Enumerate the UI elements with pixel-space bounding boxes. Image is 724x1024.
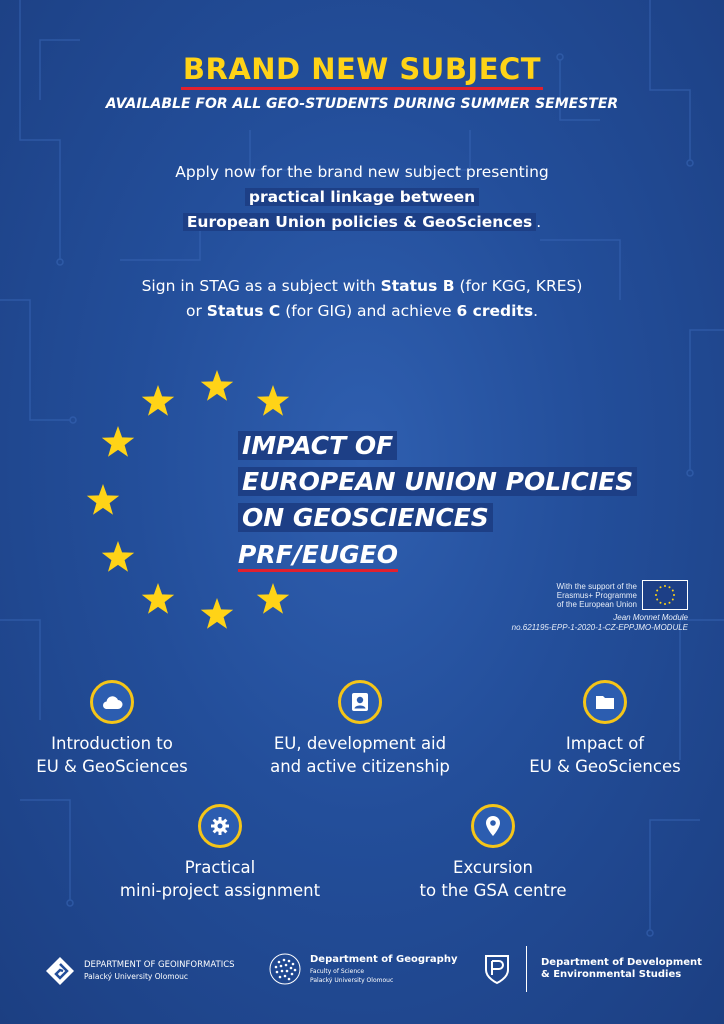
footer-development: Department of Development & Environmental Studies xyxy=(482,946,702,992)
eu-flag-icon xyxy=(642,580,688,610)
footer-geoinformatics: DEPARTMENT OF GEOINFORMATICS Palacký University Olomouc xyxy=(44,955,235,987)
course-title-line-2: EUROPEAN UNION POLICIES xyxy=(238,467,637,496)
credits: 6 credits xyxy=(456,302,534,320)
topic-excursion: Excursion to the GSA centre xyxy=(400,804,586,902)
topic-development-aid: EU, development aid and active citizenship xyxy=(250,680,470,778)
eu-star-icon xyxy=(201,598,233,629)
subheadline: AVAILABLE FOR ALL GEO-STUDENTS DURING SUMMER SEMESTER xyxy=(105,96,619,112)
course-title-line-1: IMPACT OF xyxy=(238,431,397,460)
globe-dots-icon xyxy=(268,952,302,986)
eu-star-icon xyxy=(142,583,174,614)
signin-paragraph: Sign in STAG as a subject with Status B (for KGG, KRES) or Status C (for GIG) and achieve 6 credits. xyxy=(141,277,583,320)
eu-star-icon xyxy=(201,370,233,401)
course-title-line-3: ON GEOSCIENCES xyxy=(238,503,493,532)
folder-icon xyxy=(583,680,627,724)
intro-highlight-2: European Union policies & GeoSciences xyxy=(183,213,536,231)
course-title xyxy=(238,428,637,536)
intro-line-1: Apply now for the brand new subject presenting xyxy=(175,163,549,181)
intro-highlight-1: practical linkage between xyxy=(245,188,479,206)
eu-star-icon xyxy=(257,385,289,416)
intro-paragraph: Apply now for the brand new subject presenting practical linkage between European Union policies & GeoSciences . xyxy=(0,160,724,235)
topic-impact: Impact of EU & GeoSciences xyxy=(515,680,695,778)
eu-star-icon xyxy=(102,426,134,457)
topic-mini-project: Practical mini-project assignment xyxy=(100,804,340,902)
geoinformatics-logo-icon xyxy=(44,955,76,987)
location-pin-icon xyxy=(471,804,515,848)
status-b: Status B xyxy=(380,277,455,295)
university-shield-icon xyxy=(482,952,512,986)
erasmus-support: With the support of the Erasmus+ Programme of the European Union Jean Monnet Module no.621195-EPP-1-2020-1-CZ-EPPJMO-MODULE xyxy=(511,581,688,632)
headline: BRAND NEW SUBJECT xyxy=(0,52,724,86)
eu-star-icon xyxy=(257,583,289,614)
cloud-icon xyxy=(90,680,134,724)
footer-divider xyxy=(526,946,527,992)
status-c: Status C xyxy=(206,302,281,320)
user-icon xyxy=(338,680,382,724)
course-code: PRF/EUGEO xyxy=(238,540,398,572)
topic-introduction: Introduction to EU & GeoSciences xyxy=(22,680,202,778)
eu-star-icon xyxy=(102,541,134,572)
gear-icon xyxy=(198,804,242,848)
eu-star-icon xyxy=(142,385,174,416)
eu-star-icon xyxy=(87,484,119,515)
footer-geography: Department of Geography Faculty of Science Palacký University Olomouc xyxy=(268,952,457,986)
